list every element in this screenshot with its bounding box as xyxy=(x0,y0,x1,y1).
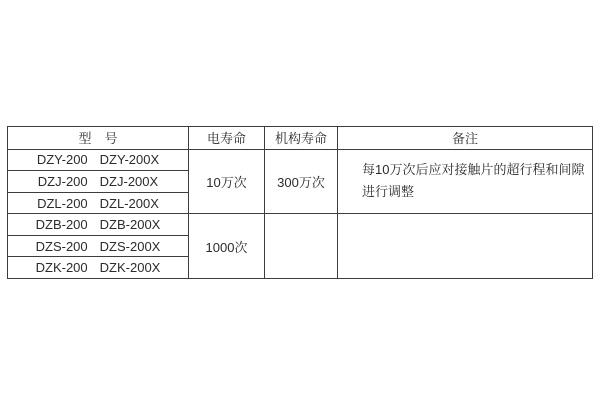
col-header-model: 型 号 xyxy=(8,127,189,150)
remark-line-1: 每10万次后应对接触片的超行程和间隙 xyxy=(362,162,585,178)
model-cell-dzl xyxy=(8,192,189,214)
model-cell-dzb xyxy=(8,214,189,236)
model-name: DZB-200 xyxy=(35,217,88,233)
model-pair xyxy=(8,152,188,167)
model-name: DZS-200X xyxy=(99,238,161,254)
remark-line-2: 进行调整 xyxy=(362,184,415,200)
model-cell-dzs xyxy=(8,235,189,257)
col-header-remarks: 备注 xyxy=(338,127,593,150)
model-name: DZL-200 xyxy=(37,195,88,211)
spec-table xyxy=(7,126,593,279)
model-name: DZJ-200X xyxy=(99,173,159,189)
model-pair xyxy=(8,239,188,254)
model-name: DZJ-200 xyxy=(37,173,88,189)
model-pair xyxy=(8,260,188,275)
model-cell-dzj xyxy=(8,171,189,193)
remarks-group-1 xyxy=(338,149,593,214)
model-name: DZY-200 xyxy=(36,152,88,168)
electrical-life-group-2: 1000次 xyxy=(189,214,265,279)
model-pair xyxy=(8,196,188,211)
table-row-dzb xyxy=(8,214,593,236)
model-cell-dzk xyxy=(8,257,189,279)
model-cell-dzy xyxy=(8,149,189,171)
col-header-electrical-life: 电寿命 xyxy=(189,127,265,150)
mechanical-life-group-2 xyxy=(265,214,338,279)
remarks-group-2 xyxy=(338,214,593,279)
model-pair xyxy=(8,217,188,232)
col-header-mechanical-life: 机构寿命 xyxy=(265,127,338,150)
mechanical-life-group-1: 300万次 xyxy=(265,149,338,214)
model-name: DZL-200X xyxy=(99,195,159,211)
model-name: DZK-200X xyxy=(99,260,161,276)
model-name: DZY-200X xyxy=(99,152,160,168)
model-pair xyxy=(8,174,188,189)
model-name: DZK-200 xyxy=(35,260,88,276)
header-row xyxy=(8,127,593,150)
model-name: DZB-200X xyxy=(99,217,161,233)
model-name: DZS-200 xyxy=(35,238,88,254)
electrical-life-group-1: 10万次 xyxy=(189,149,265,214)
table-row-dzy xyxy=(8,149,593,171)
